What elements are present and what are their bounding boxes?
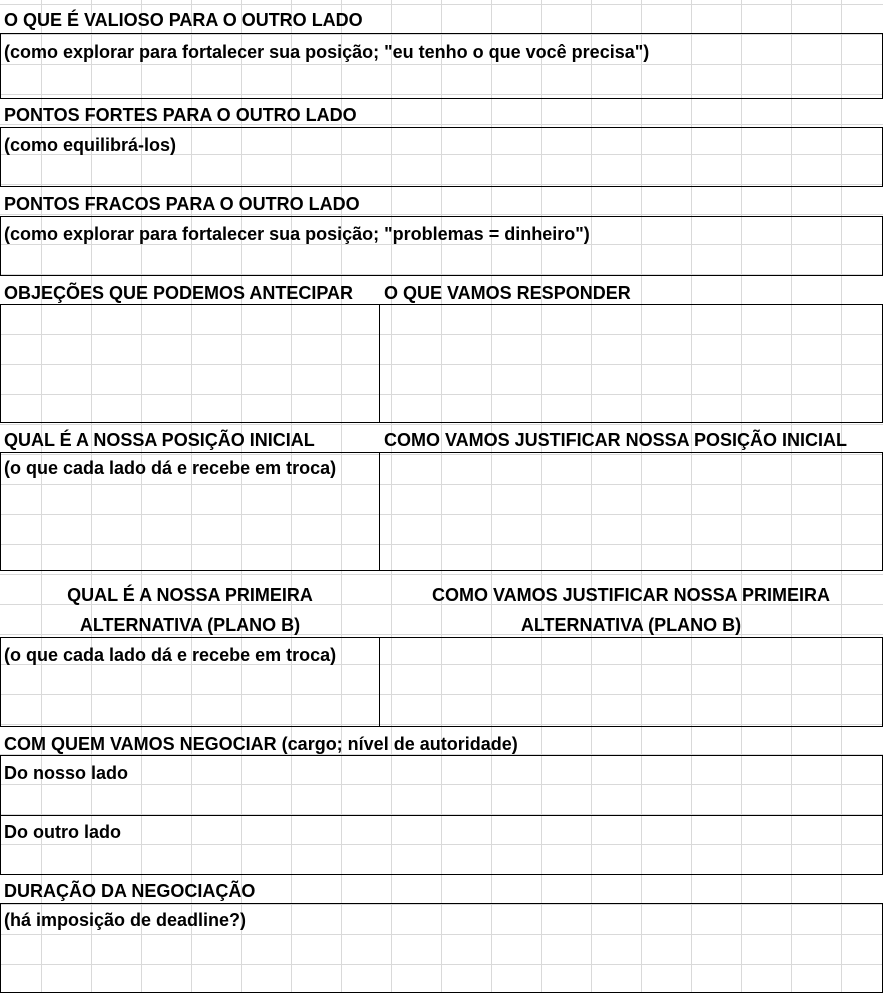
- input-box-justificar-posicao[interactable]: [379, 452, 883, 571]
- section-title-negociar: COM QUEM VAMOS NEGOCIAR (cargo; nível de autoridade): [4, 734, 518, 754]
- section-title-fortes: PONTOS FORTES PARA O OUTRO LADO: [4, 105, 357, 125]
- section-title-posicao: QUAL É A NOSSA POSIÇÃO INICIAL: [4, 430, 315, 450]
- input-box-objecoes[interactable]: [0, 304, 380, 423]
- input-box-responder[interactable]: [379, 304, 883, 423]
- section-title-duracao: DURAÇÃO DA NEGOCIAÇÃO: [4, 881, 256, 901]
- section-note-duracao: (há imposição de deadline?): [4, 910, 247, 930]
- row-label-outro-lado: Do outro lado: [4, 822, 121, 842]
- section-note-alternativa: (o que cada lado dá e recebe em troca): [4, 645, 337, 665]
- section-note-valioso: (como explorar para fortalecer sua posição; "eu tenho o que você precisa"): [4, 42, 650, 62]
- input-box-justificar-alternativa[interactable]: [379, 637, 883, 727]
- section-title-justificar-alternativa: COMO VAMOS JUSTIFICAR NOSSA PRIMEIRA ALTERNATIVA (PLANO B): [431, 585, 831, 635]
- section-title-objecoes: OBJEÇÕES QUE PODEMOS ANTECIPAR: [4, 283, 354, 303]
- input-box-nosso-lado[interactable]: [0, 755, 883, 816]
- section-title-fracos: PONTOS FRACOS PARA O OUTRO LADO: [4, 194, 360, 214]
- row-label-nosso-lado: Do nosso lado: [4, 763, 129, 783]
- section-title-alternativa: QUAL É A NOSSA PRIMEIRA ALTERNATIVA (PLANO B): [67, 585, 313, 635]
- section-title-valioso: O QUE É VALIOSO PARA O OUTRO LADO: [4, 10, 363, 30]
- section-title-responder: O QUE VAMOS RESPONDER: [384, 283, 631, 303]
- section-note-fortes: (como equilibrá-los): [4, 135, 177, 155]
- input-box-outro-lado[interactable]: [0, 815, 883, 875]
- section-title-justificar-posicao: COMO VAMOS JUSTIFICAR NOSSA POSIÇÃO INICIAL: [384, 430, 848, 450]
- section-note-fracos: (como explorar para fortalecer sua posição; "problemas = dinheiro"): [4, 224, 590, 244]
- section-note-posicao: (o que cada lado dá e recebe em troca): [4, 458, 337, 478]
